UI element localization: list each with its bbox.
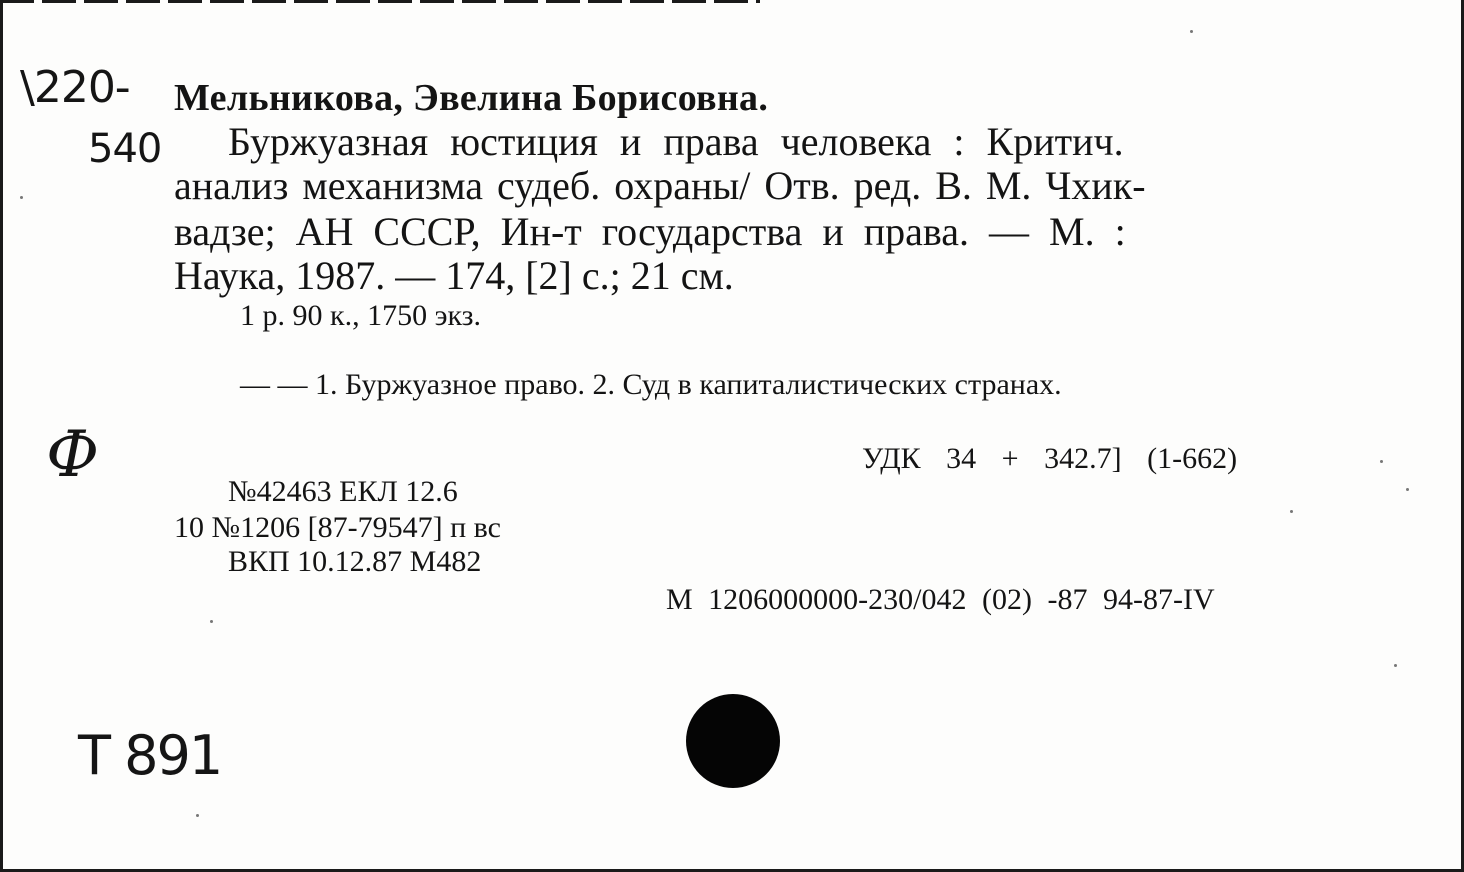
card-left-border [0, 0, 3, 872]
price-line: 1 р. 90 к., 1750 экз. [240, 299, 481, 332]
scan-speck [210, 620, 213, 623]
tech-line-3: ВКП 10.12.87 М482 [228, 545, 482, 578]
card-punch-hole [686, 694, 780, 788]
subject-headings: — — 1. Буржуазное право. 2. Суд в капиталистических странах. [240, 368, 1062, 401]
scan-speck [1380, 460, 1383, 463]
title-line-4: Наука, 1987. — 174, [2] с.; 21 см. [174, 253, 734, 298]
bottom-code: М 1206000000-230/042 (02) -87 94-87-IV [666, 583, 1215, 616]
author-heading: Мельникова, Эвелина Борисовна. [174, 77, 769, 119]
tech-line-2: 10 №1206 [87-79547] п вс [174, 511, 501, 544]
handwritten-shelfmark-top: \220- [20, 62, 130, 113]
handwritten-shelfmark-bottom: 540 [88, 126, 162, 172]
scan-speck [20, 196, 23, 199]
handwritten-fund-mark: Ф [46, 418, 100, 492]
scan-speck [1406, 488, 1409, 491]
handwritten-inventory-mark: Т 891 [78, 724, 222, 787]
scan-speck [1190, 30, 1193, 33]
udc-code: УДК 34 + 342.7] (1-662) [862, 442, 1238, 475]
card-top-border [0, 0, 760, 3]
scan-speck [1394, 664, 1397, 667]
title-line-1: Буржуазная юстиция и права человека : Критич. [228, 119, 1124, 164]
scan-speck [1290, 510, 1293, 513]
scan-speck [196, 814, 199, 817]
tech-line-1: №42463 ЕКЛ 12.6 [228, 475, 458, 508]
title-line-2: анализ механизма судеб. охраны/ Отв. ред. В. М. Чхик- [174, 163, 1146, 208]
title-line-3: вадзе; АН СССР, Ин-т государства и права. — М. : [174, 209, 1126, 254]
